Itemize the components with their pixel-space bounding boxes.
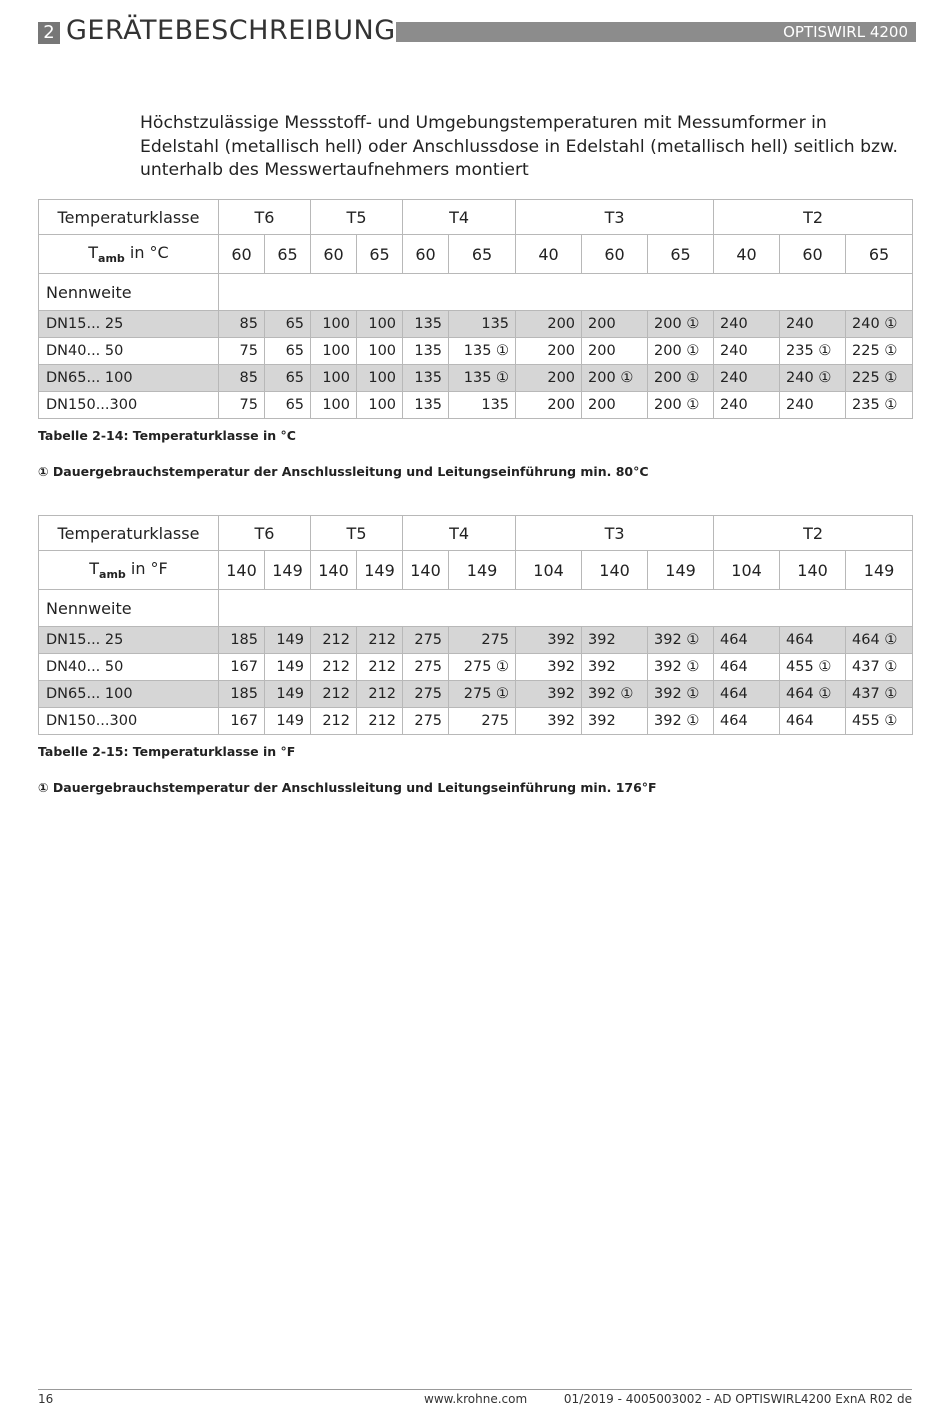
temperature-value-cell: 185 <box>219 627 265 654</box>
temperature-value-cell: 437 ① <box>846 654 913 681</box>
temperature-value-cell: 455 ① <box>780 654 846 681</box>
temperature-value-cell: 275 ① <box>449 681 516 708</box>
temperature-value-cell: 240 <box>714 311 780 338</box>
ambient-temperature-value: 60 <box>582 235 648 274</box>
nominal-size-cell: DN65... 100 <box>39 681 219 708</box>
ambient-temperature-value: 40 <box>714 235 780 274</box>
page-header <box>38 16 916 46</box>
ambient-temperature-value: 149 <box>357 551 403 590</box>
temperature-value-cell: 464 <box>780 627 846 654</box>
temperature-value-cell: 65 <box>265 338 311 365</box>
intro-text: Höchstzulässige Messstoff- und Umgebungstemperaturen mit Messumformer in Edelstahl (metallisch hell) oder Anschlussdose in Edelstahl (metallisch hell) seitlich bzw. unterhalb des Messwertaufnehmers montiert <box>140 113 898 180</box>
ambient-temperature-value: 40 <box>516 235 582 274</box>
temperature-value-cell: 392 <box>516 708 582 735</box>
temperature-value-cell: 392 <box>516 681 582 708</box>
footer-rule <box>38 1389 912 1390</box>
temperature-value-cell: 392 ① <box>648 708 714 735</box>
nominal-size-cell: DN15... 25 <box>39 311 219 338</box>
temperature-value-cell: 464 <box>780 708 846 735</box>
temperature-value-cell: 135 ① <box>449 338 516 365</box>
temperature-value-cell: 392 ① <box>648 681 714 708</box>
temperature-value-cell: 240 ① <box>846 311 913 338</box>
temperature-value-cell: 200 <box>516 392 582 419</box>
temperature-value-cell: 100 <box>357 338 403 365</box>
tamb-subscript: amb <box>98 252 125 266</box>
temperature-value-cell: 275 <box>449 708 516 735</box>
temperature-value-cell: 240 ① <box>780 365 846 392</box>
temperature-value-cell: 240 <box>714 338 780 365</box>
temperature-value-cell: 275 <box>449 627 516 654</box>
ambient-temperature-value: 149 <box>265 551 311 590</box>
temperature-value-cell: 392 <box>516 654 582 681</box>
temperature-value-cell: 464 ① <box>846 627 913 654</box>
temperature-value-cell: 100 <box>357 365 403 392</box>
temperature-value-cell: 135 <box>403 365 449 392</box>
temperature-value-cell: 149 <box>265 627 311 654</box>
temperature-class-header: T5 <box>311 516 403 551</box>
table-caption-celsius: Tabelle 2-14: Temperaturklasse in °C <box>38 428 296 443</box>
ambient-temperature-value: 60 <box>219 235 265 274</box>
temperature-value-cell: 200 <box>516 338 582 365</box>
temperature-value-cell: 200 <box>516 365 582 392</box>
tamb-unit: in °F <box>125 558 168 578</box>
ambient-temperature-value: 60 <box>780 235 846 274</box>
empty-header-cell <box>219 590 913 627</box>
table-note-fahrenheit: ① Dauergebrauchstemperatur der Anschlussleitung und Leitungseinführung min. 176°F <box>38 780 657 795</box>
ambient-temperature-label <box>39 551 219 590</box>
temperature-value-cell: 392 ① <box>648 627 714 654</box>
temperature-value-cell: 275 <box>403 681 449 708</box>
temperature-class-label: Temperaturklasse <box>39 200 219 235</box>
temperature-class-header: T2 <box>714 200 913 235</box>
temperature-value-cell: 212 <box>357 627 403 654</box>
temperature-value-cell: 240 <box>780 311 846 338</box>
temperature-value-cell: 100 <box>311 365 357 392</box>
table-note-celsius: ① Dauergebrauchstemperatur der Anschlussleitung und Leitungseinführung min. 80°C <box>38 464 649 479</box>
temperature-value-cell: 75 <box>219 392 265 419</box>
temperature-value-cell: 212 <box>311 627 357 654</box>
temperature-value-cell: 392 <box>582 627 648 654</box>
page-number: 16 <box>38 1392 54 1406</box>
temperature-value-cell: 85 <box>219 311 265 338</box>
temperature-value-cell: 100 <box>311 338 357 365</box>
temperature-value-cell: 135 <box>403 311 449 338</box>
temperature-value-cell: 200 <box>582 392 648 419</box>
ambient-temperature-value: 60 <box>311 235 357 274</box>
ambient-temperature-value: 140 <box>219 551 265 590</box>
temperature-value-cell: 65 <box>265 311 311 338</box>
temperature-value-cell: 464 <box>714 708 780 735</box>
table-row <box>39 392 913 419</box>
temperature-value-cell: 135 <box>449 392 516 419</box>
ambient-temperature-value: 65 <box>357 235 403 274</box>
temperature-value-cell: 75 <box>219 338 265 365</box>
ambient-temperature-value: 104 <box>714 551 780 590</box>
ambient-temperature-value: 140 <box>582 551 648 590</box>
temperature-value-cell: 200 ① <box>648 365 714 392</box>
table-row <box>39 654 913 681</box>
temperature-value-cell: 200 <box>582 338 648 365</box>
temperature-value-cell: 149 <box>265 654 311 681</box>
temperature-class-header: T3 <box>516 516 714 551</box>
temperature-value-cell: 200 ① <box>648 392 714 419</box>
chapter-number: 2 <box>38 22 60 44</box>
temperature-class-header: T6 <box>219 516 311 551</box>
temperature-class-header: T2 <box>714 516 913 551</box>
temperature-value-cell: 167 <box>219 708 265 735</box>
temperature-value-cell: 212 <box>311 681 357 708</box>
temperature-value-cell: 212 <box>311 654 357 681</box>
nominal-size-cell: DN150...300 <box>39 392 219 419</box>
tamb-symbol: T <box>88 242 99 262</box>
temperature-value-cell: 212 <box>311 708 357 735</box>
temperature-value-cell: 275 <box>403 627 449 654</box>
nominal-size-cell: DN65... 100 <box>39 365 219 392</box>
temperature-value-cell: 392 <box>582 708 648 735</box>
temperature-value-cell: 240 <box>714 365 780 392</box>
temperature-value-cell: 464 <box>714 654 780 681</box>
ambient-temperature-value: 149 <box>846 551 913 590</box>
nominal-size-cell: DN40... 50 <box>39 654 219 681</box>
footer-doc-ref: 01/2019 - 4005003002 - AD OPTISWIRL4200 ExnA R02 de <box>563 1392 912 1406</box>
temperature-value-cell: 135 <box>403 392 449 419</box>
nominal-size-label: Nennweite <box>39 274 219 311</box>
temperature-value-cell: 200 ① <box>582 365 648 392</box>
temperature-value-cell: 100 <box>357 392 403 419</box>
temperature-value-cell: 135 <box>449 311 516 338</box>
nominal-size-cell: DN15... 25 <box>39 627 219 654</box>
temperature-value-cell: 65 <box>265 365 311 392</box>
temperature-value-cell: 135 ① <box>449 365 516 392</box>
ambient-temperature-value: 140 <box>311 551 357 590</box>
temperature-class-header: T4 <box>403 200 516 235</box>
temperature-value-cell: 200 ① <box>648 311 714 338</box>
temperature-value-cell: 225 ① <box>846 365 913 392</box>
chapter-title: GERÄTEBESCHREIBUNG <box>66 15 396 46</box>
nominal-size-cell: DN150...300 <box>39 708 219 735</box>
ambient-temperature-value: 149 <box>648 551 714 590</box>
temperature-value-cell: 455 ① <box>846 708 913 735</box>
temperature-table-celsius <box>38 199 913 419</box>
temperature-value-cell: 200 <box>582 311 648 338</box>
temperature-value-cell: 100 <box>357 311 403 338</box>
temperature-value-cell: 235 ① <box>846 392 913 419</box>
temperature-value-cell: 135 <box>403 338 449 365</box>
temperature-value-cell: 100 <box>311 311 357 338</box>
temperature-value-cell: 240 <box>714 392 780 419</box>
temperature-value-cell: 437 ① <box>846 681 913 708</box>
table-row <box>39 338 913 365</box>
temperature-value-cell: 65 <box>265 392 311 419</box>
temperature-value-cell: 185 <box>219 681 265 708</box>
ambient-temperature-value: 65 <box>648 235 714 274</box>
temperature-value-cell: 212 <box>357 681 403 708</box>
temperature-value-cell: 200 <box>516 311 582 338</box>
temperature-value-cell: 275 <box>403 654 449 681</box>
temperature-class-header: T4 <box>403 516 516 551</box>
temperature-value-cell: 149 <box>265 708 311 735</box>
table-row <box>39 311 913 338</box>
table-row <box>39 627 913 654</box>
product-name: OPTISWIRL 4200 <box>396 22 916 42</box>
tamb-unit: in °C <box>124 242 169 262</box>
table-row <box>39 708 913 735</box>
table-caption-fahrenheit: Tabelle 2-15: Temperaturklasse in °F <box>38 744 296 759</box>
temperature-value-cell: 464 ① <box>780 681 846 708</box>
temperature-value-cell: 464 <box>714 681 780 708</box>
temperature-value-cell: 149 <box>265 681 311 708</box>
temperature-value-cell: 392 <box>582 654 648 681</box>
temperature-class-header: T5 <box>311 200 403 235</box>
nominal-size-cell: DN40... 50 <box>39 338 219 365</box>
temperature-value-cell: 100 <box>311 392 357 419</box>
ambient-temperature-value: 65 <box>846 235 913 274</box>
ambient-temperature-label <box>39 235 219 274</box>
temperature-value-cell: 200 ① <box>648 338 714 365</box>
temperature-value-cell: 392 <box>516 627 582 654</box>
footer-url: www.krohne.com <box>424 1392 528 1406</box>
temperature-value-cell: 240 <box>780 392 846 419</box>
nominal-size-label: Nennweite <box>39 590 219 627</box>
temperature-value-cell: 85 <box>219 365 265 392</box>
temperature-value-cell: 212 <box>357 654 403 681</box>
temperature-value-cell: 275 ① <box>449 654 516 681</box>
temperature-value-cell: 225 ① <box>846 338 913 365</box>
temperature-value-cell: 464 <box>714 627 780 654</box>
temperature-value-cell: 167 <box>219 654 265 681</box>
ambient-temperature-value: 104 <box>516 551 582 590</box>
ambient-temperature-value: 149 <box>449 551 516 590</box>
ambient-temperature-value: 65 <box>449 235 516 274</box>
tamb-subscript: amb <box>99 568 126 582</box>
temperature-table-fahrenheit <box>38 515 913 735</box>
ambient-temperature-value: 140 <box>780 551 846 590</box>
temperature-value-cell: 275 <box>403 708 449 735</box>
temperature-value-cell: 212 <box>357 708 403 735</box>
temperature-class-label: Temperaturklasse <box>39 516 219 551</box>
temperature-value-cell: 392 ① <box>582 681 648 708</box>
table-row <box>39 365 913 392</box>
temperature-value-cell: 235 ① <box>780 338 846 365</box>
tamb-symbol: T <box>89 558 100 578</box>
table-row <box>39 681 913 708</box>
ambient-temperature-value: 65 <box>265 235 311 274</box>
empty-header-cell <box>219 274 913 311</box>
temperature-value-cell: 392 ① <box>648 654 714 681</box>
temperature-class-header: T3 <box>516 200 714 235</box>
ambient-temperature-value: 140 <box>403 551 449 590</box>
ambient-temperature-value: 60 <box>403 235 449 274</box>
temperature-class-header: T6 <box>219 200 311 235</box>
